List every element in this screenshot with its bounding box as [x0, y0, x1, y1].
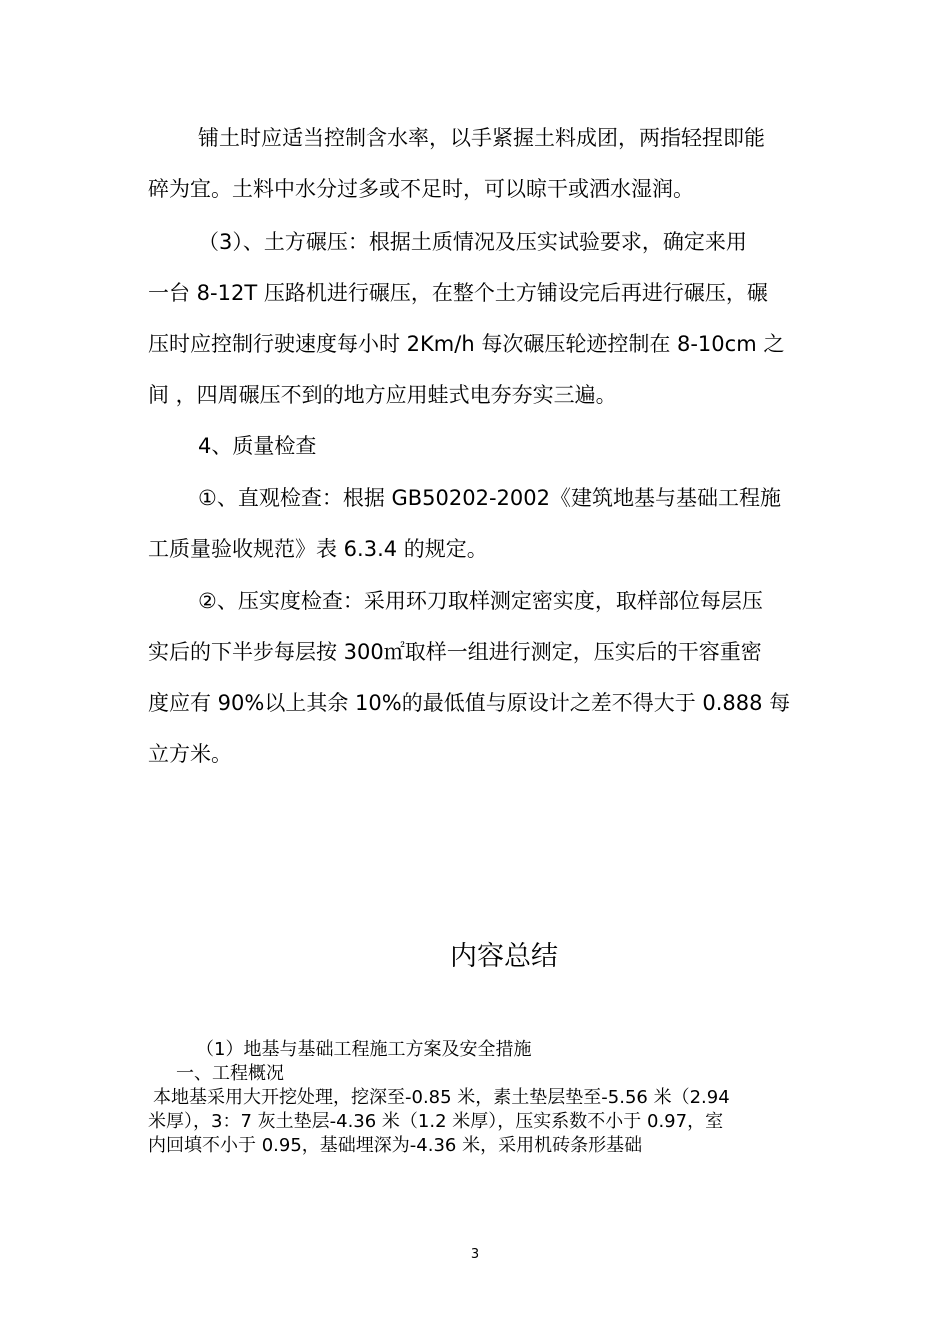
summary-title: 内容总结	[450, 941, 558, 972]
body-line-3: （3）、土方碾压：根据土质情况及压实试验要求，确定来用	[198, 230, 747, 254]
body-line-5: 压时应控制行驶速度每小时 2Km/h 每次碾压轮迹控制在 8-10cm 之	[148, 332, 785, 356]
summary-line-2: 一、工程概况	[176, 1063, 284, 1084]
section-heading-quality-check: 4、质量检查	[198, 434, 317, 458]
body-line-1: 铺土时应适当控制含水率，以手紧握土料成团，两指轻捏即能	[198, 126, 765, 150]
body-line-6: 间 ，四周碾压不到的地方应用蛙式电夯夯实三遍。	[148, 383, 617, 407]
body-line-9: 工质量验收规范》表 6.3.4 的规定。	[148, 537, 488, 561]
summary-line-1: （1）地基与基础工程施工方案及安全措施	[196, 1039, 532, 1060]
body-line-13: 立方米。	[148, 742, 232, 766]
body-line-8: ①、直观检查：根据 GB50202-2002《建筑地基与基础工程施	[198, 486, 782, 510]
summary-line-5: 内回填不小于 0.95，基础埋深为-4.36 米，采用机砖条形基础	[148, 1135, 643, 1156]
summary-line-4: 米厚），3：7 灰土垫层-4.36 米（1.2 米厚），压实系数不小于 0.97，室	[148, 1111, 724, 1132]
page-number: 3	[470, 1247, 480, 1262]
body-line-12: 度应有 90%以上其余 10%的最低值与原设计之差不得大于 0.888 每	[148, 691, 791, 715]
body-line-10: ②、压实度检查：采用环刀取样测定密实度，取样部位每层压	[198, 589, 763, 613]
body-line-2: 碎为宜。土料中水分过多或不足时，可以晾干或洒水湿润。	[148, 177, 694, 201]
summary-line-3: 本地基采用大开挖处理，挖深至-0.85 米，素土垫层垫至-5.56 米（2.94	[153, 1087, 730, 1108]
body-line-4: 一台 8-12T 压路机进行碾压，在整个土方铺设完后再进行碾压，碾	[148, 281, 768, 305]
body-line-11: 实后的下半步每层按 300㎡取样一组进行测定，压实后的干容重密	[148, 640, 762, 664]
